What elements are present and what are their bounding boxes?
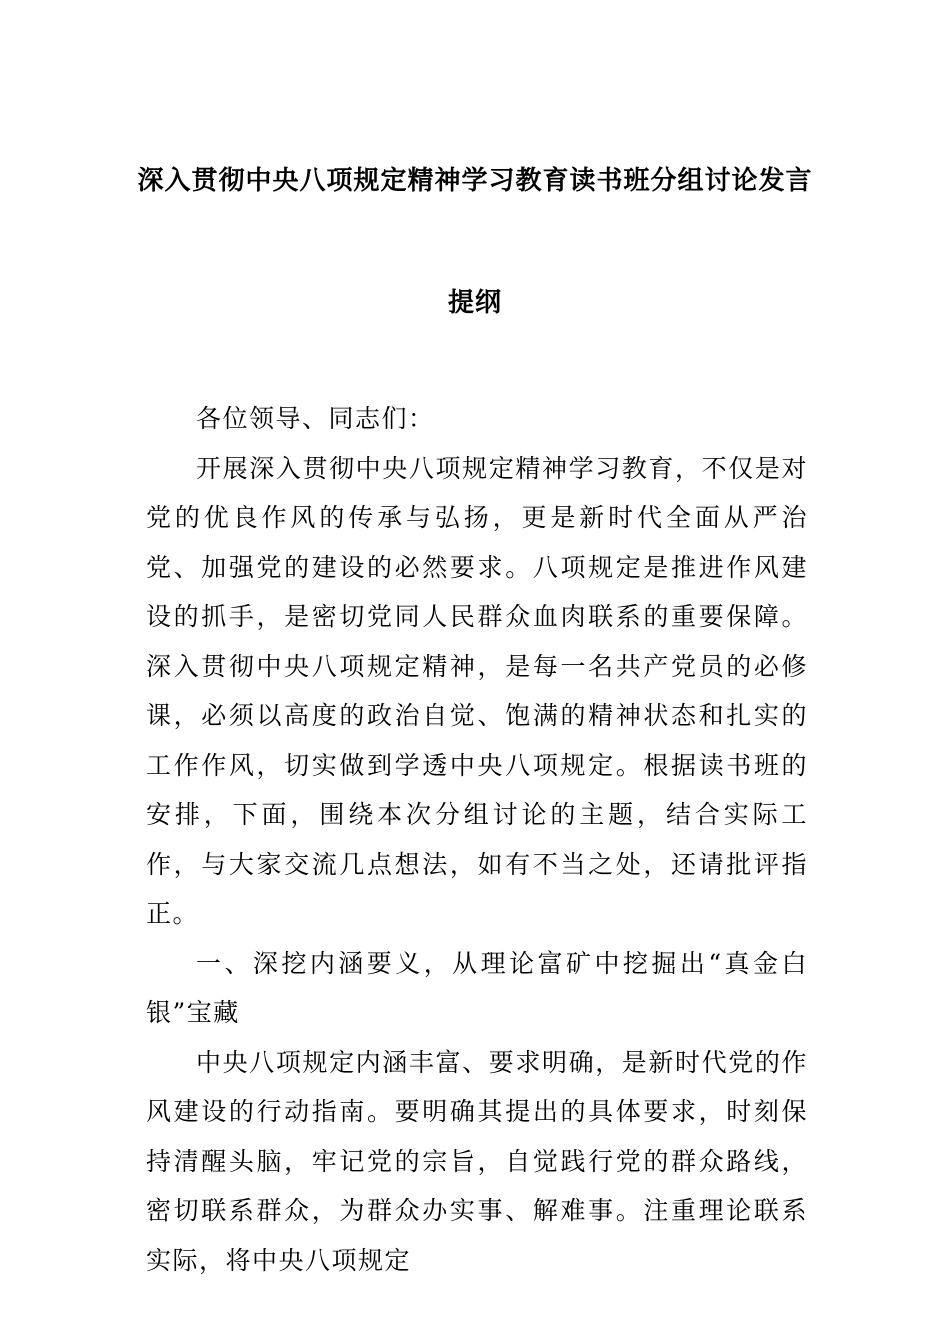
document-body — [146, 394, 808, 1285]
paragraph-section-1: 中央八项规定内涵丰富、要求明确，是新时代党的作风建设的行动指南。要明确其提出的具体要求，时刻保持清醒头脑，牢记党的宗旨，自觉践行党的群众路线，密切联系群众，为群众办实事、解难事。注重理论联系实际，将中央八项规定 — [146, 1047, 808, 1275]
document-title-line-1: 深入贯彻中央八项规定精神学习教育读书班分组讨论发言 — [137, 166, 813, 196]
paragraph-intro: 开展深入贯彻中央八项规定精神学习教育，不仅是对党的优良作风的传承与弘扬，更是新时代全面从严治党、加强党的建设的必然要求。八项规定是推进作风建设的抓手，是密切党同人民群众血肉联系的重要保障。深入贯彻中央八项规定精神，是每一名共产党员的必修课，必须以高度的政治自觉、饱满的精神状态和扎实的工作作风，切实做到学透中央八项规定。根据读书班的安排，下面，围绕本次分组讨论的主题，结合实际工作，与大家交流几点想法，如有不当之处，还请批评指正。 — [146, 453, 808, 928]
salutation: 各位领导、同志们： — [196, 404, 435, 433]
document-title-line-2: 提纲 — [447, 288, 502, 318]
section-heading-1: 一、深挖内涵要义，从理论富矿中挖掘出“真金白银”宝藏 — [146, 948, 808, 1027]
